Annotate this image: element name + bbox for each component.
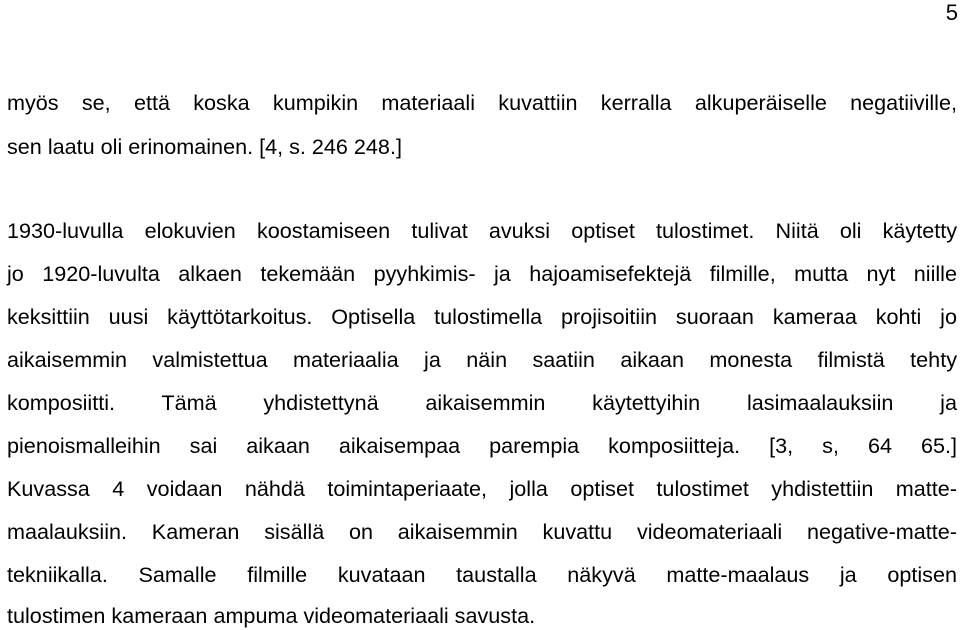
- paragraph-2-line-9: tekniikalla. Samalle filmille kuvataan taustalla näkyvä matte-maalaus ja optisen: [7, 562, 957, 587]
- paragraph-2-line-2: jo 1920-luvulta alkaen tekemään pyyhkimis- ja hajoamisefektejä filmille, mutta nyt niille: [7, 261, 957, 286]
- paragraph-2-line-5: komposiitti. Tämä yhdistettynä aikaisemmin käytettyihin lasimaalauksiin ja: [7, 390, 957, 415]
- paragraph-2-line-6: pienoismalleihin sai aikaan aikaisempaa parempia komposiitteja. [3, s, 64 65.]: [7, 433, 957, 458]
- paragraph-2-line-8: maalauksiin. Kameran sisällä on aikaisemmin kuvattu videomateriaali negative-matte-: [7, 519, 957, 544]
- paragraph-2-line-4: aikaisemmin valmistettua materiaalia ja näin saatiin aikaan monesta filmistä tehty: [7, 347, 957, 372]
- paragraph-2-line-3: keksittiin uusi käyttötarkoitus. Optisella tulostimella projisoitiin suoraan kameraa kohti jo: [7, 304, 957, 329]
- paragraph-2-line-1: 1930-luvulla elokuvien koostamiseen tulivat avuksi optiset tulostimet. Niitä oli käytetty: [7, 218, 957, 243]
- paragraph-1-line-1: myös se, että koska kumpikin materiaali kuvattiin kerralla alkuperäiselle negatiiville,: [7, 90, 957, 115]
- page-number: 5: [945, 0, 958, 25]
- paragraph-1-line-2: sen laatu oli erinomainen. [4, s. 246 248.]: [7, 134, 402, 159]
- paragraph-2-line-7: Kuvassa 4 voidaan nähdä toimintaperiaate, jolla optiset tulostimet yhdistettiin matte-: [7, 476, 957, 501]
- paragraph-2-line-10: tulostimen kameraan ampuma videomateriaali savusta.: [7, 603, 536, 628]
